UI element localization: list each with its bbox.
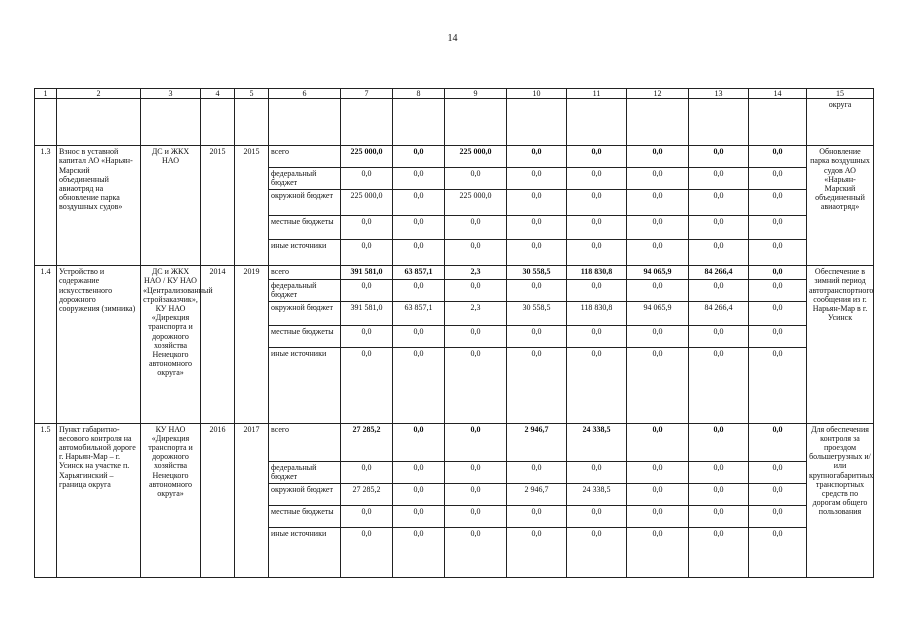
amount-cell: 0,0: [749, 216, 807, 240]
amount-cell: 0,0: [627, 240, 689, 266]
measure-name: Пункт габаритно-весового контроля на автомобильной дороге г. Нарьян-Мар – г. Усинск на участке п. Харьягинский – граница округа: [57, 423, 141, 577]
amount-cell: 24 338,5: [567, 423, 627, 461]
amount-cell: 0,0: [689, 216, 749, 240]
empty-cell: [567, 99, 627, 146]
column-number: 12: [627, 89, 689, 99]
end-year: 2017: [235, 423, 269, 577]
amount-cell: 0,0: [567, 240, 627, 266]
funding-source: иные источники: [269, 527, 341, 577]
amount-cell: 0,0: [749, 280, 807, 301]
column-number: 8: [393, 89, 445, 99]
column-number: 3: [141, 89, 201, 99]
amount-cell: 0,0: [627, 423, 689, 461]
amount-cell: 0,0: [627, 483, 689, 505]
empty-cell: [57, 99, 141, 146]
amount-cell: 27 285,2: [341, 423, 393, 461]
table-row: [35, 146, 874, 168]
amount-cell: 0,0: [749, 190, 807, 216]
amount-cell: 0,0: [567, 505, 627, 527]
amount-cell: 0,0: [445, 527, 507, 577]
amount-cell: 0,0: [567, 347, 627, 423]
amount-cell: 0,0: [749, 423, 807, 461]
amount-cell: 0,0: [393, 146, 445, 168]
column-number: 2: [57, 89, 141, 99]
amount-cell: 0,0: [749, 483, 807, 505]
funding-source: местные бюджеты: [269, 325, 341, 347]
expected-result: Обновление парка воздушных судов АО «Нарьян-Марский объединенный авиаотряд»: [807, 146, 874, 266]
amount-cell: 2,3: [445, 301, 507, 325]
empty-cell: [627, 99, 689, 146]
funding-source: федеральный бюджет: [269, 461, 341, 483]
amount-cell: 0,0: [689, 461, 749, 483]
amount-cell: 84 266,4: [689, 301, 749, 325]
funding-source: федеральный бюджет: [269, 168, 341, 190]
table-row: [35, 423, 874, 461]
amount-cell: 0,0: [393, 190, 445, 216]
amount-cell: 0,0: [507, 190, 567, 216]
amount-cell: 0,0: [341, 325, 393, 347]
amount-cell: 0,0: [507, 146, 567, 168]
column-number: 10: [507, 89, 567, 99]
column-number: 14: [749, 89, 807, 99]
amount-cell: 0,0: [341, 240, 393, 266]
amount-cell: 2 946,7: [507, 483, 567, 505]
empty-cell: [201, 99, 235, 146]
column-number: 5: [235, 89, 269, 99]
amount-cell: 0,0: [749, 325, 807, 347]
continued-result-text: округа: [807, 99, 874, 146]
funding-source: местные бюджеты: [269, 505, 341, 527]
amount-cell: 0,0: [393, 483, 445, 505]
amount-cell: 0,0: [689, 423, 749, 461]
amount-cell: 0,0: [341, 216, 393, 240]
amount-cell: 0,0: [749, 266, 807, 280]
amount-cell: 0,0: [507, 168, 567, 190]
amount-cell: 0,0: [445, 240, 507, 266]
column-number: 1: [35, 89, 57, 99]
amount-cell: 0,0: [689, 483, 749, 505]
amount-cell: 391 581,0: [341, 301, 393, 325]
amount-cell: 0,0: [689, 146, 749, 168]
start-year: 2015: [201, 146, 235, 266]
amount-cell: 0,0: [393, 527, 445, 577]
continuation-row: [35, 99, 874, 146]
empty-cell: [507, 99, 567, 146]
column-number: 4: [201, 89, 235, 99]
amount-cell: 225 000,0: [341, 146, 393, 168]
empty-cell: [393, 99, 445, 146]
amount-cell: 0,0: [393, 168, 445, 190]
amount-cell: 0,0: [689, 280, 749, 301]
empty-cell: [35, 99, 57, 146]
amount-cell: 0,0: [445, 423, 507, 461]
amount-cell: 0,0: [445, 483, 507, 505]
page-number: 14: [447, 33, 458, 44]
amount-cell: 0,0: [627, 461, 689, 483]
amount-cell: 0,0: [567, 146, 627, 168]
measure-number: 1.4: [35, 266, 57, 423]
column-number: 7: [341, 89, 393, 99]
amount-cell: 225 000,0: [445, 146, 507, 168]
amount-cell: 0,0: [445, 280, 507, 301]
amount-cell: 0,0: [507, 527, 567, 577]
amount-cell: 0,0: [393, 505, 445, 527]
funding-source: окружной бюджет: [269, 190, 341, 216]
expected-result: Обеспечение в зимний период автотранспортного сообщения из г. Нарьян-Мар в г. Усинск: [807, 266, 874, 423]
empty-cell: [341, 99, 393, 146]
column-number: 9: [445, 89, 507, 99]
amount-cell: 94 065,9: [627, 301, 689, 325]
amount-cell: 0,0: [341, 280, 393, 301]
amount-cell: 24 338,5: [567, 483, 627, 505]
amount-cell: 0,0: [507, 280, 567, 301]
amount-cell: 0,0: [689, 527, 749, 577]
amount-cell: 0,0: [627, 347, 689, 423]
amount-cell: 118 830,8: [567, 266, 627, 280]
amount-cell: 0,0: [445, 216, 507, 240]
amount-cell: 118 830,8: [567, 301, 627, 325]
amount-cell: 0,0: [445, 168, 507, 190]
amount-cell: 2 946,7: [507, 423, 567, 461]
funding-source: всего: [269, 266, 341, 280]
amount-cell: 0,0: [749, 461, 807, 483]
amount-cell: 0,0: [341, 168, 393, 190]
measure-executor: КУ НАО «Дирекция транспорта и дорожного хозяйства Ненецкого автономного округа»: [141, 423, 201, 577]
amount-cell: 0,0: [567, 527, 627, 577]
amount-cell: 0,0: [749, 168, 807, 190]
program-table: [34, 88, 874, 578]
amount-cell: 0,0: [341, 505, 393, 527]
amount-cell: 0,0: [689, 505, 749, 527]
amount-cell: 225 000,0: [445, 190, 507, 216]
amount-cell: 391 581,0: [341, 266, 393, 280]
amount-cell: 0,0: [341, 461, 393, 483]
amount-cell: 94 065,9: [627, 266, 689, 280]
amount-cell: 0,0: [393, 423, 445, 461]
amount-cell: 0,0: [445, 325, 507, 347]
amount-cell: 0,0: [689, 347, 749, 423]
amount-cell: 0,0: [507, 461, 567, 483]
amount-cell: 63 857,1: [393, 266, 445, 280]
amount-cell: 0,0: [393, 216, 445, 240]
amount-cell: 0,0: [627, 280, 689, 301]
amount-cell: 0,0: [627, 505, 689, 527]
amount-cell: 0,0: [507, 216, 567, 240]
amount-cell: 0,0: [567, 190, 627, 216]
amount-cell: 0,0: [689, 168, 749, 190]
amount-cell: 0,0: [627, 325, 689, 347]
empty-cell: [141, 99, 201, 146]
amount-cell: 30 558,5: [507, 266, 567, 280]
amount-cell: 0,0: [445, 505, 507, 527]
amount-cell: 63 857,1: [393, 301, 445, 325]
end-year: 2019: [235, 266, 269, 423]
amount-cell: 0,0: [749, 301, 807, 325]
funding-source: окружной бюджет: [269, 483, 341, 505]
amount-cell: 0,0: [507, 505, 567, 527]
amount-cell: 0,0: [567, 280, 627, 301]
amount-cell: 0,0: [341, 527, 393, 577]
start-year: 2014: [201, 266, 235, 423]
amount-cell: 0,0: [689, 240, 749, 266]
empty-cell: [749, 99, 807, 146]
measure-name: Взнос в уставной капитал АО «Нарьян-Марский объединенный авиаотряд на обновление парка воздушных судов»: [57, 146, 141, 266]
column-number: 15: [807, 89, 874, 99]
measure-executor: ДС и ЖКХ НАО: [141, 146, 201, 266]
column-number: 11: [567, 89, 627, 99]
amount-cell: 0,0: [749, 527, 807, 577]
funding-source: местные бюджеты: [269, 216, 341, 240]
amount-cell: 0,0: [567, 461, 627, 483]
amount-cell: 84 266,4: [689, 266, 749, 280]
column-number: 6: [269, 89, 341, 99]
expected-result: Для обеспечения контроля за проездом большегрузных и/или крупногабаритных транспортных средств по дорогам общего пользования: [807, 423, 874, 577]
amount-cell: 0,0: [627, 216, 689, 240]
amount-cell: 0,0: [507, 240, 567, 266]
amount-cell: 0,0: [627, 527, 689, 577]
funding-source: всего: [269, 423, 341, 461]
table-row: [35, 266, 874, 280]
funding-source: иные источники: [269, 347, 341, 423]
amount-cell: 0,0: [627, 146, 689, 168]
measure-name: Устройство и содержание искусственного дорожного сооружения (зимника): [57, 266, 141, 423]
empty-cell: [445, 99, 507, 146]
amount-cell: 0,0: [749, 505, 807, 527]
measure-number: 1.3: [35, 146, 57, 266]
start-year: 2016: [201, 423, 235, 577]
amount-cell: 0,0: [507, 325, 567, 347]
column-number-row: [35, 89, 874, 99]
column-number: 13: [689, 89, 749, 99]
measure-number: 1.5: [35, 423, 57, 577]
amount-cell: 0,0: [749, 347, 807, 423]
amount-cell: 0,0: [749, 146, 807, 168]
amount-cell: 0,0: [393, 325, 445, 347]
amount-cell: 27 285,2: [341, 483, 393, 505]
end-year: 2015: [235, 146, 269, 266]
amount-cell: 2,3: [445, 266, 507, 280]
amount-cell: 0,0: [393, 347, 445, 423]
amount-cell: 0,0: [689, 325, 749, 347]
amount-cell: 0,0: [393, 461, 445, 483]
amount-cell: 0,0: [445, 347, 507, 423]
amount-cell: 0,0: [689, 190, 749, 216]
amount-cell: 0,0: [627, 190, 689, 216]
amount-cell: 0,0: [393, 240, 445, 266]
amount-cell: 0,0: [507, 347, 567, 423]
amount-cell: 0,0: [567, 325, 627, 347]
amount-cell: 0,0: [393, 280, 445, 301]
measure-executor: ДС и ЖКХ НАО / КУ НАО «Централизованный стройзаказчик», КУ НАО «Дирекция транспорта и дорожного хозяйства Ненецкого автономного округа»: [141, 266, 201, 423]
amount-cell: 0,0: [567, 216, 627, 240]
funding-source: федеральный бюджет: [269, 280, 341, 301]
amount-cell: 0,0: [749, 240, 807, 266]
empty-cell: [269, 99, 341, 146]
amount-cell: 0,0: [341, 347, 393, 423]
amount-cell: 30 558,5: [507, 301, 567, 325]
funding-source: окружной бюджет: [269, 301, 341, 325]
funding-source: всего: [269, 146, 341, 168]
amount-cell: 0,0: [567, 168, 627, 190]
amount-cell: 0,0: [627, 168, 689, 190]
amount-cell: 225 000,0: [341, 190, 393, 216]
funding-source: иные источники: [269, 240, 341, 266]
amount-cell: 0,0: [445, 461, 507, 483]
empty-cell: [235, 99, 269, 146]
empty-cell: [689, 99, 749, 146]
